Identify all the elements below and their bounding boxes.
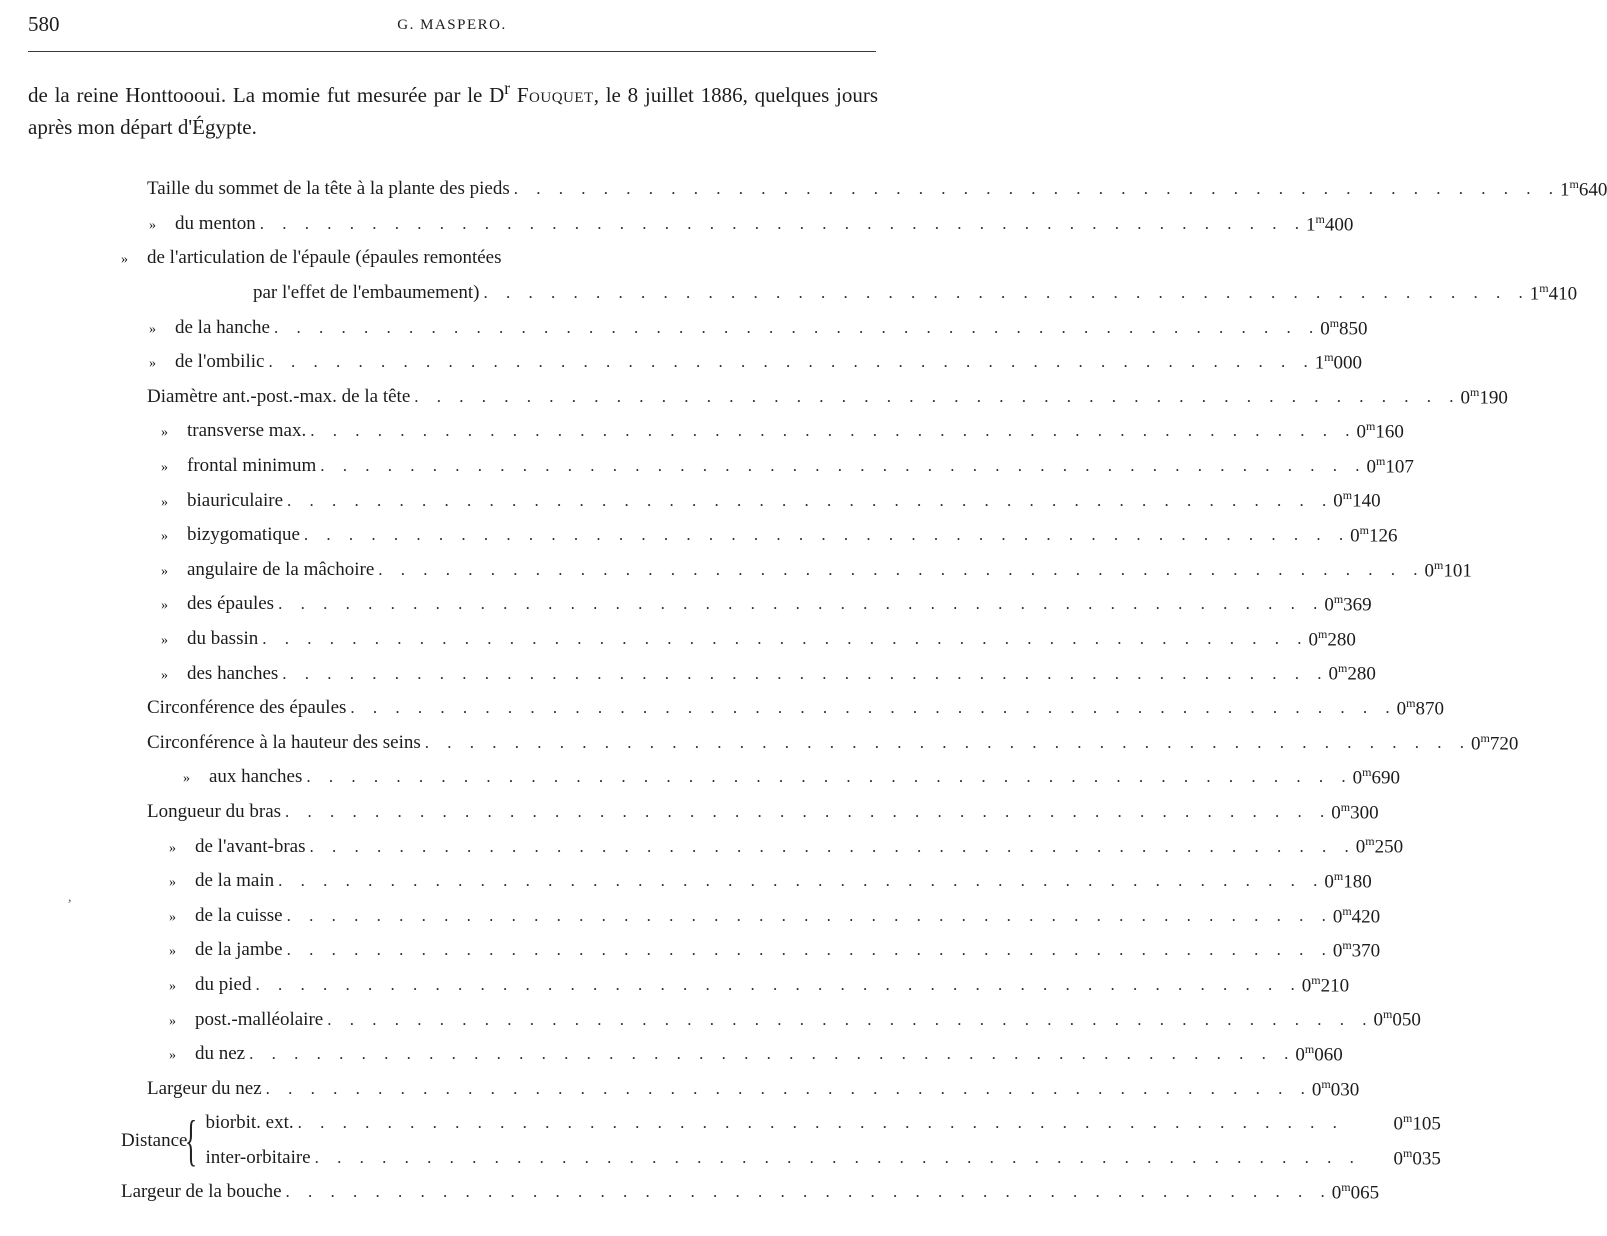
measurement-label bbox=[121, 247, 506, 269]
value-fraction: 300 bbox=[1350, 802, 1379, 824]
measurement-table bbox=[121, 172, 1607, 1210]
value-unit: m bbox=[1569, 177, 1579, 192]
measurement-row bbox=[121, 310, 1368, 345]
measurement-row bbox=[121, 518, 1398, 553]
value-whole: 1 bbox=[1529, 283, 1540, 305]
ditto-mark: » bbox=[149, 321, 156, 337]
measurement-label-text: de la hanche bbox=[175, 316, 270, 338]
value-whole: 0 bbox=[1355, 836, 1366, 858]
measurement-row bbox=[121, 1071, 1360, 1106]
dot-leader bbox=[274, 318, 1320, 338]
measurement-value bbox=[1333, 488, 1380, 512]
measurement-label-text: du menton bbox=[175, 212, 256, 234]
measurement-value bbox=[1353, 765, 1400, 789]
value-whole: 0 bbox=[1460, 387, 1471, 409]
measurement-value bbox=[1312, 1077, 1359, 1101]
measurement-label-text: aux hanches bbox=[209, 766, 303, 788]
value-fraction: 280 bbox=[1327, 629, 1356, 651]
measurement-row bbox=[121, 241, 776, 276]
value-fraction: 370 bbox=[1351, 940, 1381, 962]
measurement-row bbox=[121, 414, 1404, 449]
value-fraction: 126 bbox=[1369, 525, 1398, 547]
measurement-label-text: angulaire de la mâchoire bbox=[187, 558, 375, 580]
value-whole: 0 bbox=[1295, 1044, 1305, 1066]
dot-leader bbox=[425, 733, 1471, 753]
measurement-value bbox=[1315, 350, 1362, 374]
dot-leader bbox=[310, 421, 1356, 441]
value-fraction: 850 bbox=[1339, 317, 1368, 339]
measurement-label bbox=[121, 559, 378, 581]
dot-leader bbox=[287, 940, 1333, 960]
dot-leader bbox=[315, 1148, 1361, 1168]
value-unit: m bbox=[1376, 453, 1386, 468]
ditto-mark: » bbox=[169, 1013, 176, 1029]
dot-leader bbox=[282, 664, 1328, 684]
dot-leader bbox=[278, 594, 1324, 614]
measurement-value bbox=[1397, 696, 1444, 720]
measurement-row bbox=[121, 622, 1356, 657]
value-unit: m bbox=[1406, 696, 1416, 711]
value-unit: m bbox=[1315, 211, 1325, 226]
measurement-value bbox=[1361, 1146, 1441, 1170]
value-unit: m bbox=[1342, 903, 1352, 918]
measurement-row bbox=[121, 449, 1414, 484]
value-unit: m bbox=[1304, 1041, 1315, 1056]
dot-leader bbox=[378, 560, 1424, 580]
measurement-label bbox=[121, 974, 255, 996]
dot-leader bbox=[285, 802, 1331, 822]
distance-block bbox=[121, 1106, 1441, 1175]
measurement-value bbox=[1309, 627, 1356, 651]
dot-leader bbox=[414, 387, 1460, 407]
value-whole: 0 bbox=[1331, 1182, 1342, 1204]
header-rule bbox=[28, 51, 876, 52]
ditto-mark: » bbox=[169, 909, 176, 925]
value-unit: m bbox=[1362, 765, 1372, 780]
dot-leader bbox=[483, 283, 1529, 303]
dot-leader bbox=[260, 214, 1306, 234]
dot-leader bbox=[287, 491, 1333, 511]
measurement-label bbox=[121, 178, 514, 200]
value-unit: m bbox=[1359, 523, 1370, 538]
measurement-label-text: du bassin bbox=[187, 628, 259, 650]
value-whole: 0 bbox=[1311, 1078, 1322, 1100]
measurement-row bbox=[121, 207, 1354, 242]
measurement-value bbox=[1361, 1111, 1441, 1135]
value-fraction: 050 bbox=[1392, 1009, 1421, 1031]
dot-leader bbox=[266, 1079, 1312, 1099]
measurement-label bbox=[121, 1181, 286, 1203]
measurement-row bbox=[205, 1106, 1440, 1141]
measurement-value bbox=[1367, 454, 1414, 478]
value-unit: m bbox=[1333, 592, 1344, 607]
value-unit: m bbox=[1311, 972, 1321, 987]
measurement-row bbox=[121, 829, 1404, 864]
measurement-label-text: du pied bbox=[195, 973, 252, 995]
ditto-mark: » bbox=[183, 771, 190, 787]
measurement-value bbox=[1356, 419, 1403, 443]
measurement-label bbox=[121, 870, 278, 892]
value-unit: m bbox=[1342, 488, 1353, 503]
measurement-value bbox=[1324, 869, 1371, 893]
value-whole: 0 bbox=[1393, 1147, 1404, 1169]
measurement-label-text: biorbit. ext. bbox=[205, 1112, 294, 1134]
value-unit: m bbox=[1321, 1076, 1331, 1091]
ditto-mark: » bbox=[169, 1048, 176, 1064]
value-unit: m bbox=[1341, 1180, 1351, 1195]
measurement-label-text: transverse max. bbox=[187, 420, 307, 442]
value-fraction: 400 bbox=[1324, 214, 1354, 236]
measurement-row bbox=[121, 345, 1363, 380]
measurement-label bbox=[121, 905, 287, 927]
measurement-value bbox=[1333, 938, 1380, 962]
value-fraction: 035 bbox=[1412, 1147, 1441, 1169]
measurement-row bbox=[121, 691, 1444, 726]
dot-leader bbox=[286, 1182, 1332, 1202]
value-whole: 0 bbox=[1301, 975, 1312, 997]
ditto-mark: » bbox=[161, 633, 168, 649]
value-fraction: 280 bbox=[1347, 663, 1376, 685]
dot-leader bbox=[306, 767, 1352, 787]
page-number: 580 bbox=[28, 12, 60, 36]
measurement-label bbox=[121, 939, 287, 961]
value-whole: 1 bbox=[1314, 352, 1325, 374]
measurement-value bbox=[1461, 385, 1508, 409]
value-unit: m bbox=[1434, 557, 1444, 572]
measurement-row bbox=[121, 968, 1350, 1003]
value-fraction: 720 bbox=[1489, 732, 1519, 754]
measurement-label bbox=[205, 1147, 314, 1169]
measurement-label-text: des épaules bbox=[187, 593, 275, 615]
measurement-label bbox=[121, 732, 425, 754]
ditto-mark: » bbox=[169, 944, 176, 960]
measurement-label bbox=[121, 455, 320, 477]
value-whole: 0 bbox=[1350, 525, 1360, 547]
intro-text-2: , le 8 juillet 1886, quelques jours après mon départ d'Égypte. bbox=[28, 83, 879, 139]
measurement-row bbox=[121, 553, 1472, 588]
value-unit: m bbox=[1333, 869, 1344, 883]
value-unit: m bbox=[1365, 419, 1376, 434]
dot-leader bbox=[268, 352, 1314, 372]
value-fraction: 690 bbox=[1371, 767, 1400, 789]
measurement-label bbox=[121, 213, 260, 235]
brace-icon: { bbox=[185, 1109, 198, 1172]
measurement-value bbox=[1295, 1042, 1342, 1066]
measurement-row bbox=[121, 380, 1508, 415]
dot-leader bbox=[304, 525, 1350, 545]
running-head: G. MASPERO. bbox=[397, 17, 507, 33]
value-unit: m bbox=[1324, 350, 1334, 365]
ditto-mark: » bbox=[121, 252, 128, 268]
value-unit: m bbox=[1403, 1145, 1413, 1160]
doctor-title-sup: r bbox=[504, 78, 511, 98]
value-whole: 1 bbox=[1306, 214, 1316, 236]
value-unit: m bbox=[1382, 1007, 1393, 1022]
measurement-label bbox=[121, 836, 310, 858]
value-fraction: 640 bbox=[1578, 179, 1607, 201]
value-fraction: 369 bbox=[1343, 594, 1372, 616]
value-fraction: 101 bbox=[1443, 559, 1472, 581]
measurement-row bbox=[121, 276, 1578, 311]
value-fraction: 060 bbox=[1314, 1044, 1343, 1066]
measurement-label bbox=[121, 420, 310, 442]
measurement-label bbox=[121, 1043, 249, 1065]
measurement-label-text: des hanches bbox=[187, 662, 279, 684]
measurement-label-text: Taille du sommet de la tête à la plante des pieds bbox=[147, 178, 510, 200]
measurement-label bbox=[121, 317, 274, 339]
intro-text-1: de la reine Honttoooui. La momie fut mesurée par le D bbox=[28, 83, 505, 107]
measurement-row bbox=[121, 933, 1381, 968]
measurement-label-text: Longueur du bras bbox=[147, 800, 282, 822]
measurement-value bbox=[1302, 973, 1349, 997]
doctor-name: Fouquet bbox=[516, 83, 594, 107]
measurement-value bbox=[1373, 1007, 1420, 1031]
measurement-row bbox=[205, 1141, 1440, 1176]
measurement-row bbox=[121, 760, 1400, 795]
ditto-mark: » bbox=[161, 529, 168, 545]
value-whole: 1 bbox=[1559, 179, 1570, 201]
value-whole: 0 bbox=[1332, 940, 1343, 962]
dot-leader bbox=[514, 179, 1560, 199]
measurement-label bbox=[121, 351, 268, 373]
value-whole: 0 bbox=[1331, 802, 1341, 824]
measurement-value bbox=[1560, 177, 1607, 201]
ditto-mark: » bbox=[169, 978, 176, 994]
ditto-mark: » bbox=[161, 598, 168, 614]
measurement-label-text: Circonférence des épaules bbox=[147, 697, 347, 719]
dot-leader bbox=[310, 837, 1356, 857]
value-whole: 0 bbox=[1324, 871, 1334, 893]
dot-leader bbox=[249, 1044, 1295, 1064]
dot-leader bbox=[298, 1113, 1361, 1133]
value-whole: 0 bbox=[1424, 559, 1435, 581]
value-whole: 0 bbox=[1393, 1113, 1404, 1135]
value-fraction: 065 bbox=[1350, 1182, 1380, 1204]
measurement-value bbox=[1471, 731, 1518, 755]
measurement-row bbox=[121, 898, 1381, 933]
value-fraction: 105 bbox=[1412, 1113, 1441, 1135]
measurement-label bbox=[121, 628, 262, 650]
measurement-label-text: de l'ombilic bbox=[175, 351, 265, 373]
measurement-label-text: de l'avant-bras bbox=[195, 835, 306, 857]
value-whole: 0 bbox=[1332, 905, 1343, 927]
measurement-value bbox=[1350, 523, 1397, 547]
value-unit: m bbox=[1329, 315, 1340, 330]
measurement-row bbox=[121, 656, 1376, 691]
measurement-row bbox=[121, 587, 1372, 622]
measurement-row bbox=[121, 864, 1372, 899]
dot-leader bbox=[262, 629, 1308, 649]
measurement-label bbox=[121, 282, 483, 304]
measurement-label-text: bizygomatique bbox=[187, 524, 300, 546]
measurement-label bbox=[121, 697, 350, 719]
measurement-label-text: Circonférence à la hauteur des seins bbox=[147, 731, 421, 753]
value-unit: m bbox=[1365, 834, 1375, 849]
value-fraction: 250 bbox=[1374, 836, 1404, 858]
measurement-label-text: Largeur du nez bbox=[147, 1077, 262, 1099]
measurement-value bbox=[1356, 834, 1403, 858]
value-unit: m bbox=[1480, 730, 1490, 745]
measurement-value bbox=[1320, 316, 1367, 340]
value-fraction: 180 bbox=[1343, 871, 1372, 893]
value-whole: 0 bbox=[1328, 663, 1339, 685]
measurement-value bbox=[1530, 281, 1577, 305]
measurement-value bbox=[1425, 558, 1472, 582]
value-whole: 0 bbox=[1320, 317, 1330, 339]
measurement-label bbox=[121, 663, 282, 685]
ditto-mark: » bbox=[161, 425, 168, 441]
ditto-mark: » bbox=[161, 563, 168, 579]
distance-label: Distance bbox=[121, 1129, 188, 1151]
measurement-row bbox=[121, 795, 1379, 830]
measurement-label-text: par l'effet de l'embaumement) bbox=[253, 282, 480, 304]
measurement-label-text: de l'articulation de l'épaule (épaules remontées bbox=[147, 247, 502, 269]
dot-leader bbox=[255, 975, 1301, 995]
measurement-row bbox=[121, 172, 1607, 207]
measurement-label-text: de la cuisse bbox=[195, 904, 283, 926]
dot-leader bbox=[327, 1010, 1373, 1030]
dot-leader bbox=[287, 906, 1333, 926]
measurement-value bbox=[1306, 212, 1353, 236]
measurement-label bbox=[121, 801, 285, 823]
measurement-row bbox=[121, 483, 1381, 518]
dot-leader bbox=[320, 456, 1366, 476]
ditto-mark: » bbox=[169, 840, 176, 856]
measurement-label bbox=[205, 1112, 297, 1134]
measurement-row bbox=[121, 726, 1519, 761]
measurement-label-text: post.-malléolaire bbox=[195, 1008, 324, 1030]
value-whole: 0 bbox=[1471, 732, 1481, 754]
value-fraction: 410 bbox=[1548, 283, 1578, 305]
ditto-mark: » bbox=[161, 494, 168, 510]
value-whole: 0 bbox=[1333, 490, 1343, 512]
value-unit: m bbox=[1403, 1111, 1413, 1126]
measurement-row bbox=[121, 1002, 1421, 1037]
value-fraction: 190 bbox=[1479, 387, 1508, 409]
dot-leader bbox=[350, 698, 1396, 718]
measurement-label bbox=[121, 1009, 327, 1031]
value-whole: 0 bbox=[1356, 421, 1366, 443]
value-whole: 0 bbox=[1373, 1009, 1383, 1031]
ditto-mark: » bbox=[169, 875, 176, 891]
value-whole: 0 bbox=[1324, 594, 1334, 616]
value-unit: m bbox=[1470, 384, 1480, 399]
value-unit: m bbox=[1338, 661, 1348, 676]
value-fraction: 140 bbox=[1352, 490, 1381, 512]
ditto-mark: » bbox=[149, 217, 156, 233]
measurement-value bbox=[1332, 1180, 1379, 1204]
measurement-value bbox=[1331, 800, 1378, 824]
measurement-label-text: Largeur de la bouche bbox=[121, 1181, 282, 1203]
value-fraction: 210 bbox=[1320, 975, 1350, 997]
measurement-label-text: du nez bbox=[195, 1043, 246, 1065]
measurement-label-text: Diamètre ant.-post.-max. de la tête bbox=[147, 385, 411, 407]
measurement-label bbox=[121, 766, 306, 788]
value-fraction: 160 bbox=[1375, 421, 1404, 443]
value-unit: m bbox=[1539, 280, 1549, 295]
measurement-label-text: inter-orbitaire bbox=[205, 1146, 311, 1168]
measurement-value bbox=[1329, 661, 1376, 685]
value-whole: 0 bbox=[1308, 629, 1318, 651]
measurement-label-text: biauriculaire bbox=[187, 489, 284, 511]
value-whole: 0 bbox=[1366, 456, 1377, 478]
ditto-mark: » bbox=[161, 460, 168, 476]
value-unit: m bbox=[1318, 626, 1328, 641]
measurement-label bbox=[121, 490, 287, 512]
page-header bbox=[28, 0, 876, 52]
value-fraction: 420 bbox=[1351, 905, 1381, 927]
measurement-label-text: de la jambe bbox=[195, 939, 283, 961]
distance-rows bbox=[205, 1106, 1440, 1175]
ditto-mark: » bbox=[149, 356, 156, 372]
value-fraction: 000 bbox=[1333, 352, 1363, 374]
measurement-label bbox=[121, 593, 278, 615]
measurement-value bbox=[1324, 592, 1371, 616]
margin-mark: , bbox=[68, 890, 72, 905]
dot-leader bbox=[278, 871, 1324, 891]
measurement-value bbox=[1333, 904, 1380, 928]
value-whole: 0 bbox=[1396, 698, 1407, 720]
measurement-label bbox=[121, 524, 304, 546]
measurement-label-text: de la main bbox=[195, 870, 275, 892]
measurement-row bbox=[121, 1037, 1343, 1072]
measurement-row bbox=[121, 1175, 1380, 1210]
value-fraction: 030 bbox=[1330, 1078, 1360, 1100]
intro-paragraph bbox=[28, 72, 878, 143]
measurement-label bbox=[121, 1078, 266, 1100]
measurement-label bbox=[121, 386, 414, 408]
value-fraction: 107 bbox=[1385, 456, 1414, 478]
value-whole: 0 bbox=[1352, 767, 1363, 789]
ditto-mark: » bbox=[161, 667, 168, 683]
value-unit: m bbox=[1340, 799, 1351, 814]
measurement-label-text: frontal minimum bbox=[187, 455, 317, 477]
value-unit: m bbox=[1342, 938, 1352, 953]
value-fraction: 870 bbox=[1415, 698, 1444, 720]
